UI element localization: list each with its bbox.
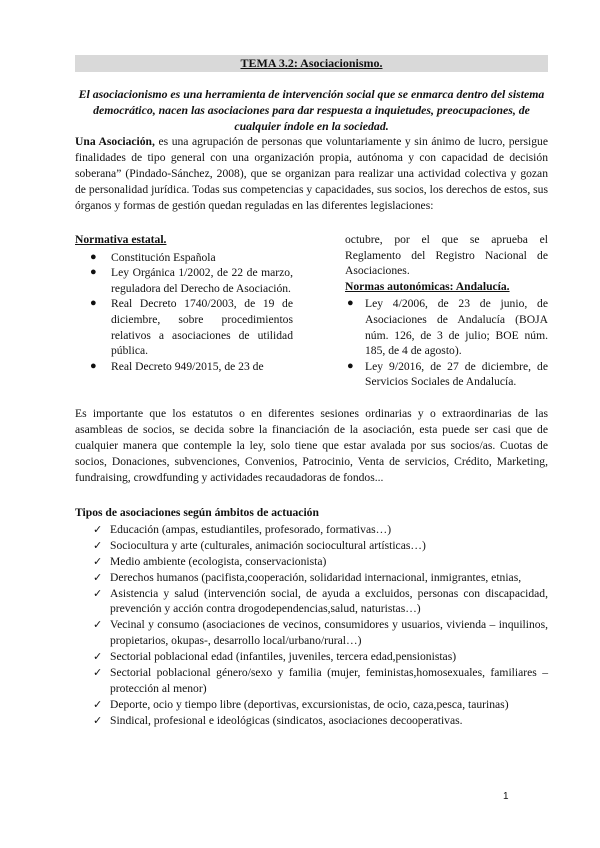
definition-text: es una agrupación de personas que voluntariamente y sin ánimo de lucro, persigue finalidades de tipo general con una organización propia, autónoma y con capacidad de decisión soberana” (Pindado-Sánchez, 2008), que se organizan para realizar una actividad colectiva y gozan de personalidad jurídica. Todas sus competencias y capacidades, sus socios, los derechos de estos, sus órganos y formas de gestión quedan reguladas en las diferentes legislaciones:	[75, 135, 549, 212]
checkmark-icon: ✓	[93, 586, 103, 600]
normativa-estatal-continuation: octubre, por el que se aprueba el Reglamento del Registro Nacional de Asociaciones.	[345, 233, 548, 278]
bullet-icon: ●	[90, 266, 97, 279]
normativa-estatal-column	[75, 232, 293, 374]
list-item: ✓ Medio ambiente (ecologista, conservacionista)	[93, 554, 327, 568]
list-item: ● Ley Orgánica 1/2002, de 22 de marzo, reguladora del Derecho de Asociación.	[90, 266, 293, 295]
bullet-icon: ●	[90, 297, 97, 310]
checkmark-icon: ✓	[93, 570, 103, 584]
bullet-icon: ●	[347, 359, 354, 372]
checkmark-icon: ✓	[93, 618, 103, 632]
bullet-icon: ●	[90, 359, 97, 372]
normas-autonomicas-heading: Normas autonómicas: Andalucía.	[345, 279, 510, 293]
checkmark-icon: ✓	[93, 666, 103, 680]
financing-paragraph: Es importante que los estatutos o en diferentes sesiones ordinarias y o extraordinarias de las asambleas de socios, se decida sobre la financiación de la asociación, esta puede ser casi que de cualquier manera que contemple la ley, solo tiene que estar avalada por sus socios/as. Cuotas de socios, Donaciones, subvenciones, Convenios, Patrocinio, Venta de servicios, Crédito, Marketing, fundraising, crowdfunding y actividades recaudadoras de fondos...	[75, 407, 548, 484]
list-item: ● Ley 4/2006, de 23 de junio, de Asociaciones de Andalucía (BOJA núm. 126, de 3 de julio; BOE núm. 185, de 4 de agosto).	[347, 297, 548, 358]
checkmark-icon: ✓	[93, 554, 103, 568]
page-number: 1	[503, 791, 509, 802]
intro-paragraph: El asociacionismo es una herramienta de intervención social que se enmarca dentro del sistema democrático, nacen las asociaciones para dar respuesta a inquietudes, preocupaciones, de cualquier índole en la sociedad.	[78, 87, 545, 133]
list-item: ✓ Asistencia y salud (intervención social, de ayuda a excluidos, personas con discapacidad, prevención y acción contra drogodependencias,salud, naturistas…)	[93, 586, 548, 616]
list-item: ✓ Deporte, ocio y tiempo libre (deportivas, excursionistas, de ocio, caza,pesca, taurinas)	[93, 697, 509, 711]
bullet-icon: ●	[347, 297, 354, 310]
checkmark-icon: ✓	[93, 713, 103, 727]
association-types-section	[75, 505, 548, 729]
checkmark-icon: ✓	[93, 538, 103, 552]
normas-autonomicas-column	[345, 232, 548, 390]
page-title: TEMA 3.2: Asociacionismo.	[75, 55, 548, 72]
list-item: ● Real Decreto 949/2015, de 23 de	[90, 359, 264, 373]
list-item: ● Ley 9/2016, de 27 de diciembre, de Servicios Sociales de Andalucía.	[347, 359, 548, 389]
association-types-heading: Tipos de asociaciones según ámbitos de actuación	[75, 506, 319, 519]
definition-lead: Una Asociación,	[75, 135, 155, 148]
list-item: ✓ Sociocultura y arte (culturales, animación sociocultural artísticas…)	[93, 538, 426, 552]
list-item: ✓ Derechos humanos (pacifista,cooperación, solidaridad internacional, inmigrantes, etnias,	[93, 570, 522, 584]
list-item: ✓ Educación (ampas, estudiantiles, profesorado, formativas…)	[93, 522, 392, 536]
bullet-icon: ●	[90, 250, 97, 263]
list-item: ● Constitución Española	[90, 250, 216, 264]
checkmark-icon: ✓	[93, 697, 103, 711]
list-item: ✓ Vecinal y consumo (asociaciones de vecinos, consumidores y usuarios, vivienda – inquilinos, propietarios, okupas-, desarrollo local/urbano/rural…)	[93, 618, 548, 648]
normativa-estatal-heading: Normativa estatal.	[75, 233, 167, 246]
checkmark-icon: ✓	[93, 522, 103, 536]
checkmark-icon: ✓	[93, 650, 103, 664]
list-item: ● Real Decreto 1740/2003, de 19 de diciembre, sobre procedimientos relativos a asociaciones de utilidad pública.	[90, 297, 293, 358]
list-item: ✓ Sindical, profesional e ideológicas (sindicatos, asociaciones decooperativas.	[93, 713, 463, 727]
list-item: ✓ Sectorial poblacional género/sexo y familia (mujer, feministas,homosexuales, familiares – protección al menor)	[93, 666, 548, 695]
list-item: ✓ Sectorial poblacional edad (infantiles, juveniles, tercera edad,pensionistas)	[93, 650, 457, 664]
definition-paragraph	[75, 134, 548, 214]
